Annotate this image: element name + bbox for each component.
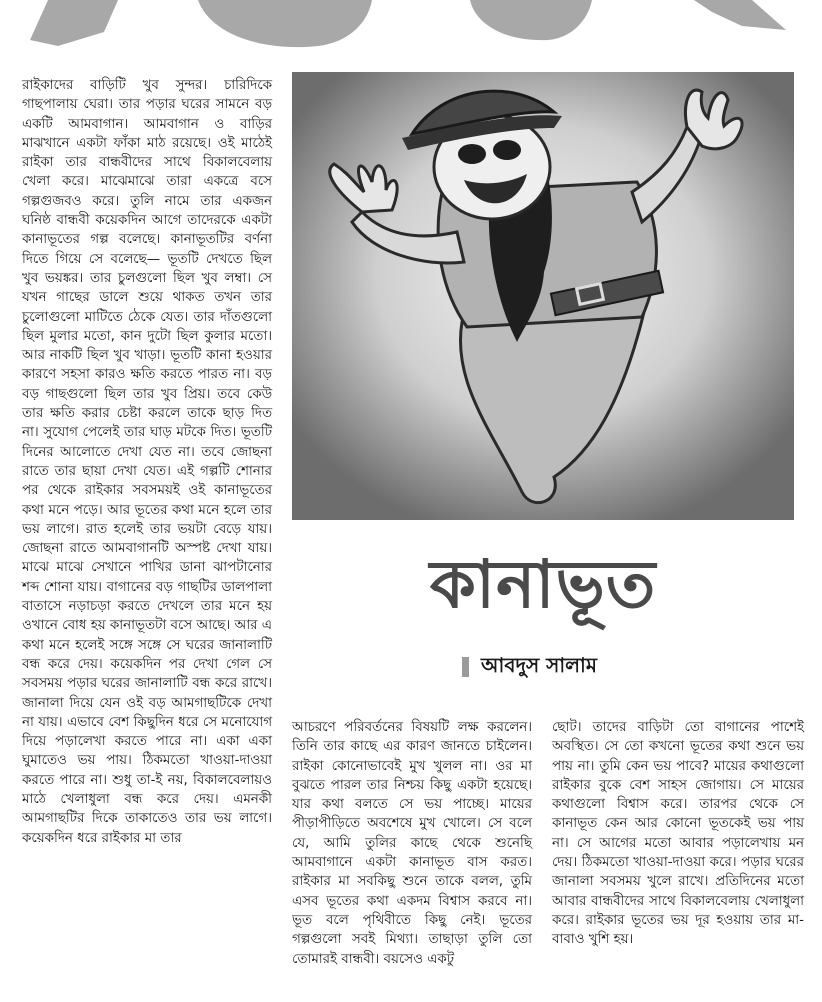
article-column-left: রাইকাদের বাড়িটি খুব সুন্দর। চারিদিকে গাছপালায় ঘেরা। তার পড়ার ঘরের সামনে বড় একটি আমবাগান। আমবাগান ও বাড়ির মাঝখানে একটা ফাঁকা মাঠ রয়েছে। ওই মাঠেই রাইকা তার বান্ধবীদের সাথে বিকালবেলায় খেলা করে। মাঝেমাঝে তারা একত্রে বসে গল্পগুজবও করে। তুলি নামে তার একজন ঘনিষ্ঠ বান্ধবী কয়েকদিন আগে তাদেরকে একটা কানাভূতের গল্প বলেছে। কানাভূতটির বর্ণনা দিতে গিয়ে সে বলেছে— ভূতটি দেখতে ছিল খুব ভয়ঙ্কর। তার চুলগুলো ছিল খুব লম্বা। সে যখন গাছের ডালে শুয়ে থাকত তখন তার চুলোগুলো মাটিতে ঠেকে যেত। তার দাঁতগুলো ছিল মুলার মতো, কান দুটো ছিল কুলার মতো। আর নাকটি ছিল খুব খাড়া। ভূতটি কানা হওয়ার কারণে সহসা কারও ক্ষতি করতে পারত না। বড় বড় গাছগুলো ছিল তার খুব প্রিয়। তবে কেউ তার ক্ষতি করার চেষ্টা করলে তাকে ছাড় দিত না। সুযোগ পেলেই তার ঘাড় মটকে দিত। ভূতটি দিনের আলোতে দেখা যেত না। তবে জোছনা রাতে তার ছায়া দেখা যেত। এই গল্পটি শোনার পর থেকে রাইকার সবসময়ই ওই কানাভূতের কথা মনে পড়ে। আর ভূতের কথা মনে হলে তার ভয় লাগে। রাত হলেই তার ভয়টা বেড়ে যায়। জোছনা রাতে আমবাগানটি অস্পষ্ট দেখা যায়। মাঝে মাঝে সেখানে পাখির ডানা ঝাপটানোর শব্দ শোনা যায়। বাগানের বড় গাছটির ডালপালা বাতাসে নড়াচড়া করতে দেখলে তার মনে হয় ওখানে বোধ হয় কানাভূতটা বসে আছে। আর এ কথা মনে হলেই সঙ্গে সঙ্গে সে ঘরের জানালাটি বন্ধ করে দেয়। কয়েকদিন পর দেখা গেল সে সবসময় পড়ার ঘরের জানালাটি বন্ধ করে রাখে। জানালা দিয়ে যেন ওই বড় আমগাছটিকে দেখা না যায়। এভাবে বেশ কিছুদিন ধরে সে মনোযোগ দিয়ে পড়ালেখা করতে পারে না। একা একা ঘুমাতেও ভয় পায়। ঠিকমতো খাওয়া-দাওয়া করতে পারে না। শুধু তা-ই নয়, বিকালবেলায়ও মাঠে খেলাধুলা বন্ধ করে দেয়। এমনকী আমগাছটির দিকে তাকাতেও তার ভয় লাগে। কয়েকদিন ধরে রাইকার মা তার bbox=[22, 78, 272, 846]
author-name: আবদুস সালাম bbox=[481, 652, 597, 677]
article-column-middle: আচরণে পরিবর্তনের বিষয়টি লক্ষ করলেন। তিনি তার কাছে এর কারণ জানতে চাইলেন। রাইকা কোনোভাবেই মুখ খুলল না। ওর মা বুঝতে পারল তার নিশ্চয় কিছু একটা হয়েছে। যার কথা বলতে সে ভয় পাচ্ছে। মায়ের পীড়াপীড়িতে অবশেষে মুখ খোলে। সে বলে যে, আমি তুলির কাছে থেকে শুনেছি আমবাগানে একটা কানাভূত বাস করত। রাইকার মা সবকিছু শুনে তাকে বলল, তুমি এসব ভূতের কথা একদম বিশ্বাস করবে না। ভূত বলে পৃথিবীতে কিছু নেই। ভূতের গল্পগুলো সবই মিথ্যা। তাছাড়া তুলি তো তোমারই বান্ধবী। বয়সেও একটু bbox=[292, 720, 532, 967]
ghost-illustration bbox=[292, 72, 794, 520]
article-column-right: ছোট। তাদের বাড়িটা তো বাগানের পাশেই অবস্থিত। সে তো কখনো ভূতের কথা শুনে ভয় পায় না। তুমি কেন ভয় পাবে? মায়ের কথাগুলো রাইকার বুকে বেশ সাহস জোগায়। সে মায়ের কথাগুলো বিশ্বাস করে। তারপর থেকে সে কানাভূত কেন আর কোনো ভূতকেই ভয় পায় না। সে আগের মতো আবার পড়ালেখায় মন দেয়। ঠিকমতো খাওয়া-দাওয়া করে। পড়ার ঘরের জানালা সবসময় খুলে রাখে। প্রতিদিনের মতো আবার বান্ধবীদের সাথে বিকালবেলায় খেলাধুলা করে। রাইকার ভূতের ভয় দূর হওয়ায় তার মা-বাবাও খুশি হয়। bbox=[552, 720, 804, 948]
byline bbox=[462, 652, 597, 682]
byline-marker bbox=[462, 657, 469, 677]
header-banner-art bbox=[0, 0, 822, 60]
ghost-icon bbox=[292, 72, 794, 520]
article-title: কানাভূত bbox=[429, 546, 657, 623]
